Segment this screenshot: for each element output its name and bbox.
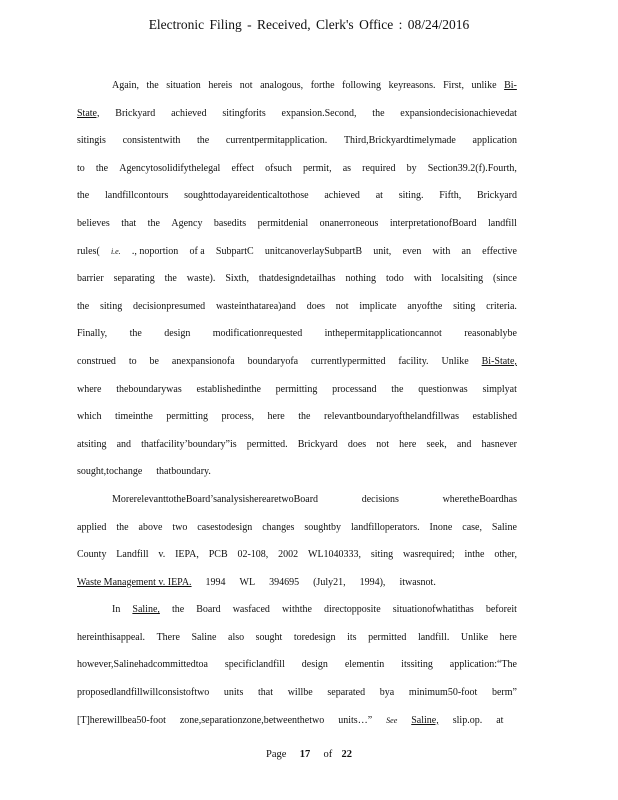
word: permit, [302,162,332,174]
word: sought [255,631,283,643]
word: expansion.Second, [281,107,357,119]
page-total: 22 [341,749,352,760]
word: the [298,411,311,423]
word: decisionpresumed [132,300,206,312]
word: thatfacility’boundary”is [141,438,237,450]
text-line [77,100,517,128]
word: implicate [359,300,397,312]
word: siting. [398,190,424,202]
word: process, [221,411,254,423]
word: currentlypermitted [311,355,386,367]
word: bya [379,687,395,699]
word: application [472,135,517,147]
word: hasnever [481,438,517,450]
word: achieved [324,190,360,202]
text-line [77,155,517,183]
word: siting [99,300,123,312]
text-line [77,651,517,679]
word: Brickyard [115,107,156,119]
word: rules( [77,245,100,257]
word: unlike [471,80,497,91]
word: 2002 [278,549,299,561]
word: v. [158,549,166,561]
text-line [77,486,517,514]
word: permitting [275,383,318,395]
word: construed [77,355,116,367]
word: State, [77,107,100,119]
word: slip.op. [452,714,483,726]
text-line [77,624,517,652]
word: not [376,438,390,450]
word: See [386,715,398,725]
word: facility. [398,355,429,367]
word: Landfill [116,549,149,561]
word: not [239,80,253,91]
word: inthepermitapplicationcannot [324,328,442,340]
word: the [95,162,109,174]
text-line [77,707,517,735]
word: to [128,355,137,367]
word: Finally, [77,328,108,340]
word: landfilloperators. [351,521,420,533]
word: changes [262,521,295,533]
word: established [472,411,517,423]
word: application:“The [449,659,517,671]
word: situation [166,80,201,91]
word: modificationrequested [212,328,303,340]
word: effect [231,162,255,174]
word: inthe [464,549,485,561]
word: In [112,604,121,616]
word: 394695 [269,576,300,588]
word: criteria. [486,300,517,312]
word: itwasnot. [399,576,436,588]
word: situationofwhatithas [392,604,474,616]
word: above [138,521,163,533]
word: elementin [344,659,385,671]
word: barrier [77,273,104,285]
word: landfill. [417,631,450,643]
word: Unlike [460,631,489,643]
word: to [77,162,85,174]
word: atsiting [77,438,107,450]
word: of a [189,245,205,257]
word: Saline, [132,604,160,616]
document-body [77,72,517,734]
word: ofsuch [265,162,292,174]
word: Fifth, [439,190,462,202]
word: its [347,631,357,643]
word: sought,tochange [77,466,143,478]
word: First, [443,80,464,91]
word: siting [370,549,394,561]
word: with [432,245,451,257]
word: Waste Management v. IEPA. [77,576,192,588]
text-line [77,320,517,348]
word: the [129,328,142,340]
word: IEPA, [175,549,199,561]
word: landfill [488,217,517,229]
word: simplyat [482,383,517,395]
word: interpretationofBoard [389,217,477,229]
word: required [362,162,396,174]
word: onanerroneous [319,217,379,229]
text-line [77,596,517,624]
word: Unlike [441,355,469,367]
word: soughttodayareidenticaltothose [184,190,309,202]
word: reasonablybe [464,328,517,340]
word: hereis [208,80,233,91]
text-line [77,210,517,238]
text-line [77,458,517,486]
word: 1994), [359,576,386,588]
word: Saline [491,521,517,533]
word: Again, [112,80,139,91]
word: ., noportion [131,245,179,257]
text-line [77,348,517,376]
word: that [258,687,274,699]
word: berm” [491,687,517,699]
text-line [77,182,517,210]
word: other, [494,549,517,561]
word: expansiondecisionachievedat [400,107,517,119]
text-line [77,376,517,404]
word: the [164,273,177,285]
word: the [146,80,159,91]
word: sitingforits [222,107,266,119]
word: separating [113,273,155,285]
word: where [77,383,102,395]
word: minimum50-foot [408,687,478,699]
text-line [77,403,517,431]
word: the [77,300,90,312]
page-number: 17 [299,749,311,760]
word: thatboundary. [156,466,211,478]
word: Bi-State, [481,355,517,367]
word: with [413,273,432,285]
word: which [77,411,102,423]
word: design [301,659,328,671]
word: SubpartC [215,245,254,257]
word: believes [77,217,110,229]
word: however,Salinehadcommittedtoa [77,659,208,671]
text-line [77,72,517,100]
word: establishedinthe [196,383,261,395]
word: applied [77,521,107,533]
word: PCB [208,549,228,561]
word: the [197,135,210,147]
word: unit, [373,245,392,257]
word: also [228,631,245,643]
word: WL [239,576,256,588]
word: (July21, [313,576,346,588]
word: units [223,687,244,699]
word: here [499,631,517,643]
word: the [171,604,185,616]
word: and [116,438,132,450]
word: thatdesigndetailhas [258,273,336,285]
word: the [147,217,160,229]
word: as [342,162,352,174]
word: Saline [191,631,217,643]
word: Brickyard [477,190,517,202]
text-line [77,127,517,155]
word: willbe [287,687,313,699]
word: wasteinthatarea)and [215,300,296,312]
word: wasfaced [232,604,270,616]
word: relevantboundaryofthelandfillwas [324,411,459,423]
word: wasrequired; [402,549,455,561]
text-line [77,514,517,542]
word: soughtby [304,521,342,533]
word: achieved [171,107,207,119]
text-line [77,431,517,459]
word: permitdenial [257,217,309,229]
text-line [77,238,517,266]
text-line [77,293,517,321]
word: and [456,438,472,450]
word: permitting [166,411,208,423]
word: here [399,438,417,450]
word: todo [385,273,404,285]
word: WL1040333, [308,549,362,561]
word: consistentwith [122,135,181,147]
word: the [116,521,129,533]
word: unitcanoverlaySubpartB [264,245,363,257]
word: County [77,549,107,561]
word: separated [327,687,366,699]
word: i.e. [110,246,121,256]
word: case, [462,521,482,533]
text-line [77,541,517,569]
word: wheretheBoardhas [442,493,517,505]
word: does [306,300,326,312]
word: an [461,245,471,257]
word: directopposite [324,604,381,616]
word: itssiting [401,659,433,671]
word: withthe [281,604,312,616]
word: casestodesign [197,521,253,533]
word: (since [493,273,517,285]
word: processand [332,383,377,395]
word: Third,Brickyardtimelymade [343,135,456,147]
word: anyofthe [407,300,443,312]
word: siting [453,300,476,312]
word: the [77,190,90,202]
text-line [77,569,517,597]
word: 1994 [205,576,226,588]
word: at [496,714,504,726]
word: be [149,355,159,367]
page-of-label: of [323,749,333,760]
word: theboundarywas [116,383,182,395]
word: that [121,217,137,229]
word: 02-108, [237,549,269,561]
word: Agencytosolidifythelegal [119,162,221,174]
word: permitted. [246,438,288,450]
word: nothing [345,273,377,285]
word: seek, [426,438,447,450]
word: basedits [213,217,247,229]
word: beforeit [485,604,517,616]
word: anexpansionofa [171,355,235,367]
word: not [335,300,349,312]
word: design [164,328,191,340]
word: Board [196,604,221,616]
word: waste). [186,273,216,285]
word: effective [482,245,517,257]
word: MorerelevanttotheBoard’sanalysisherearetwoBoard [112,493,319,505]
word: proposedlandfillwillconsistoftwo [77,687,210,699]
word: keyreasons. [388,80,436,91]
word: questionwas [418,383,468,395]
word: [T]herewillbea50-foot [77,714,166,726]
word: two [172,521,188,533]
word: the [372,107,385,119]
word: hereinthisappeal. [77,631,146,643]
word: Bi- [504,80,517,91]
word: analogous, [260,80,304,91]
word: even [402,245,422,257]
word: Inone [429,521,453,533]
word: permitted [368,631,407,643]
page-label: Page [266,749,287,760]
word: by [406,162,417,174]
word: zone,separationzone,betweenthetwo [179,714,325,726]
word: the [391,383,404,395]
word: toredesign [293,631,336,643]
word: Section39.2(f).Fourth, [427,162,517,174]
word: sitingis [77,135,106,147]
word: specificlandfill [224,659,285,671]
text-line [77,679,517,707]
word: timeinthe [114,411,153,423]
word: Agency [171,217,203,229]
word: following [342,80,382,91]
word: landfillcontours [105,190,169,202]
word: at [375,190,383,202]
word: localsiting [441,273,484,285]
text-line [77,265,517,293]
page-footer [0,749,618,760]
word: units…” [338,714,373,726]
word: forthe [310,80,335,91]
word: Brickyard [297,438,338,450]
word: There [156,631,180,643]
word: decisions [361,493,399,505]
word: here [267,411,285,423]
word: currentpermitapplication. [225,135,328,147]
word: does [347,438,367,450]
word: Sixth, [225,273,249,285]
word: Saline, [411,714,439,726]
filing-stamp-header: Electronic Filing - Received, Clerk's Office : 08/24/2016 [148,17,470,32]
word: boundaryofa [247,355,299,367]
